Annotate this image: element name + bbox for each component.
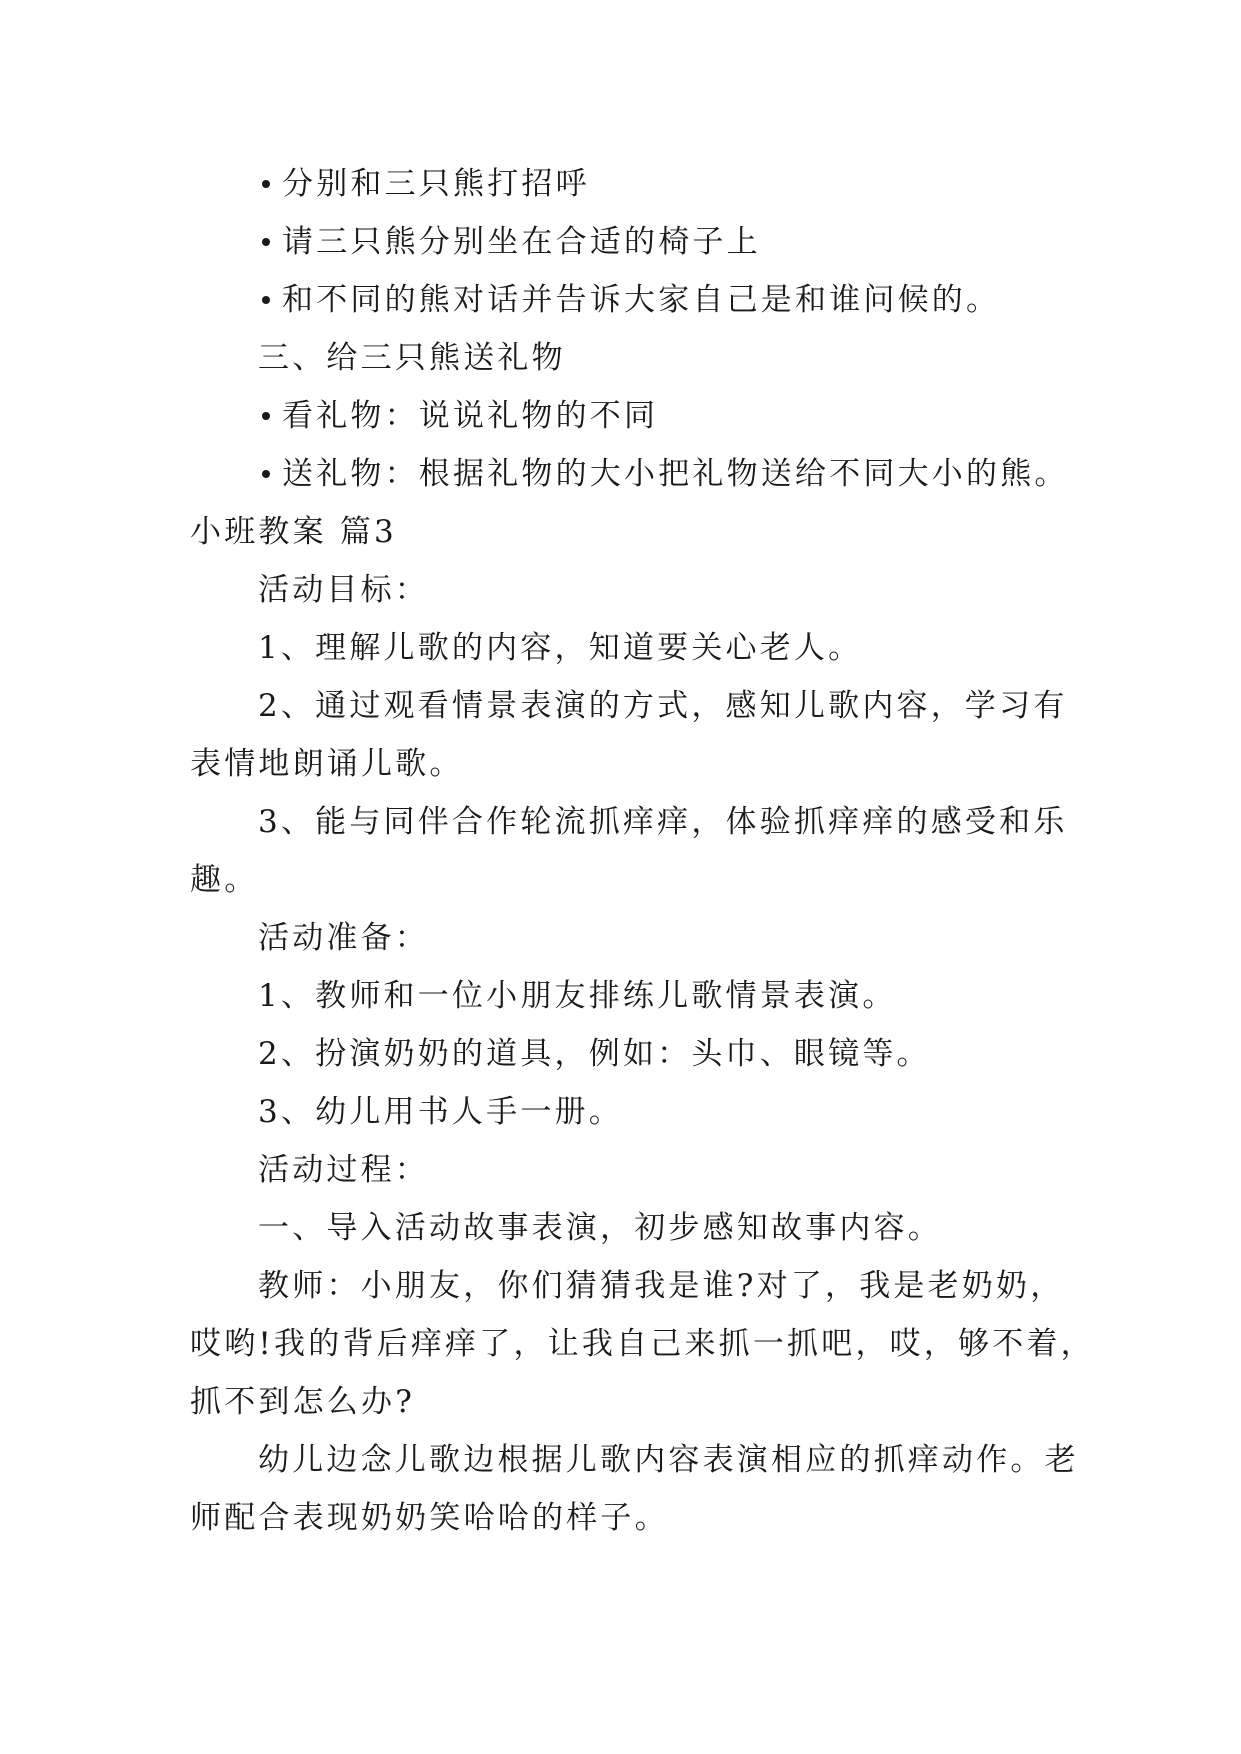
bullet-dot-icon xyxy=(262,470,270,478)
paragraph-line: 2、扮演奶奶的道具，例如：头巾、眼镜等。 xyxy=(258,1036,931,1072)
paragraph-line: 一、导入活动故事表演，初步感知故事内容。 xyxy=(258,1210,942,1246)
line-text: 分别和三只熊打招呼 xyxy=(282,166,590,202)
subheading: 活动目标： xyxy=(258,572,429,608)
paragraph-line: 幼儿边念儿歌边根据儿歌内容表演相应的抓痒动作。老 xyxy=(258,1442,1079,1478)
bullet-dot-icon xyxy=(262,412,270,420)
line-text: 和不同的熊对话并告诉大家自己是和谁问候的。 xyxy=(282,282,1001,318)
bullet-item xyxy=(262,454,1069,494)
line-text: 请三只熊分别坐在合适的椅子上 xyxy=(282,224,761,260)
paragraph-line: 抓不到怎么办? xyxy=(190,1384,416,1420)
bullet-dot-icon xyxy=(262,238,270,246)
lesson-title: 小班教案 篇3 xyxy=(190,514,397,550)
bullet-item xyxy=(262,396,658,436)
paragraph-line: 2、通过观看情景表演的方式，感知儿歌内容，学习有 xyxy=(258,688,1068,724)
subheading: 活动准备： xyxy=(258,920,429,956)
bullet-item xyxy=(262,222,761,262)
bullet-dot-icon xyxy=(262,180,270,188)
paragraph-line: 趣。 xyxy=(190,862,259,898)
bullet-item xyxy=(262,280,1000,320)
line-text: 送礼物：根据礼物的大小把礼物送给不同大小的熊。 xyxy=(282,456,1069,492)
paragraph-line: 1、教师和一位小朋友排练儿歌情景表演。 xyxy=(258,978,897,1014)
bullet-dot-icon xyxy=(262,296,270,304)
paragraph-line: 哎哟!我的背后痒痒了，让我自己来抓一抓吧，哎，够不着， xyxy=(190,1326,1095,1362)
paragraph-line: 师配合表现奶奶笑哈哈的样子。 xyxy=(190,1500,669,1536)
paragraph-line: 3、能与同伴合作轮流抓痒痒，体验抓痒痒的感受和乐 xyxy=(258,804,1068,840)
paragraph-line: 1、理解儿歌的内容，知道要关心老人。 xyxy=(258,630,863,666)
section-heading: 三、给三只熊送礼物 xyxy=(258,340,566,376)
paragraph-line: 教师：小朋友，你们猜猜我是谁?对了，我是老奶奶， xyxy=(258,1268,1065,1304)
subheading: 活动过程： xyxy=(258,1152,429,1188)
paragraph-line: 3、幼儿用书人手一册。 xyxy=(258,1094,623,1130)
paragraph-line: 表情地朗诵儿歌。 xyxy=(190,746,464,782)
bullet-item xyxy=(262,164,590,204)
line-text: 看礼物：说说礼物的不同 xyxy=(282,398,659,434)
